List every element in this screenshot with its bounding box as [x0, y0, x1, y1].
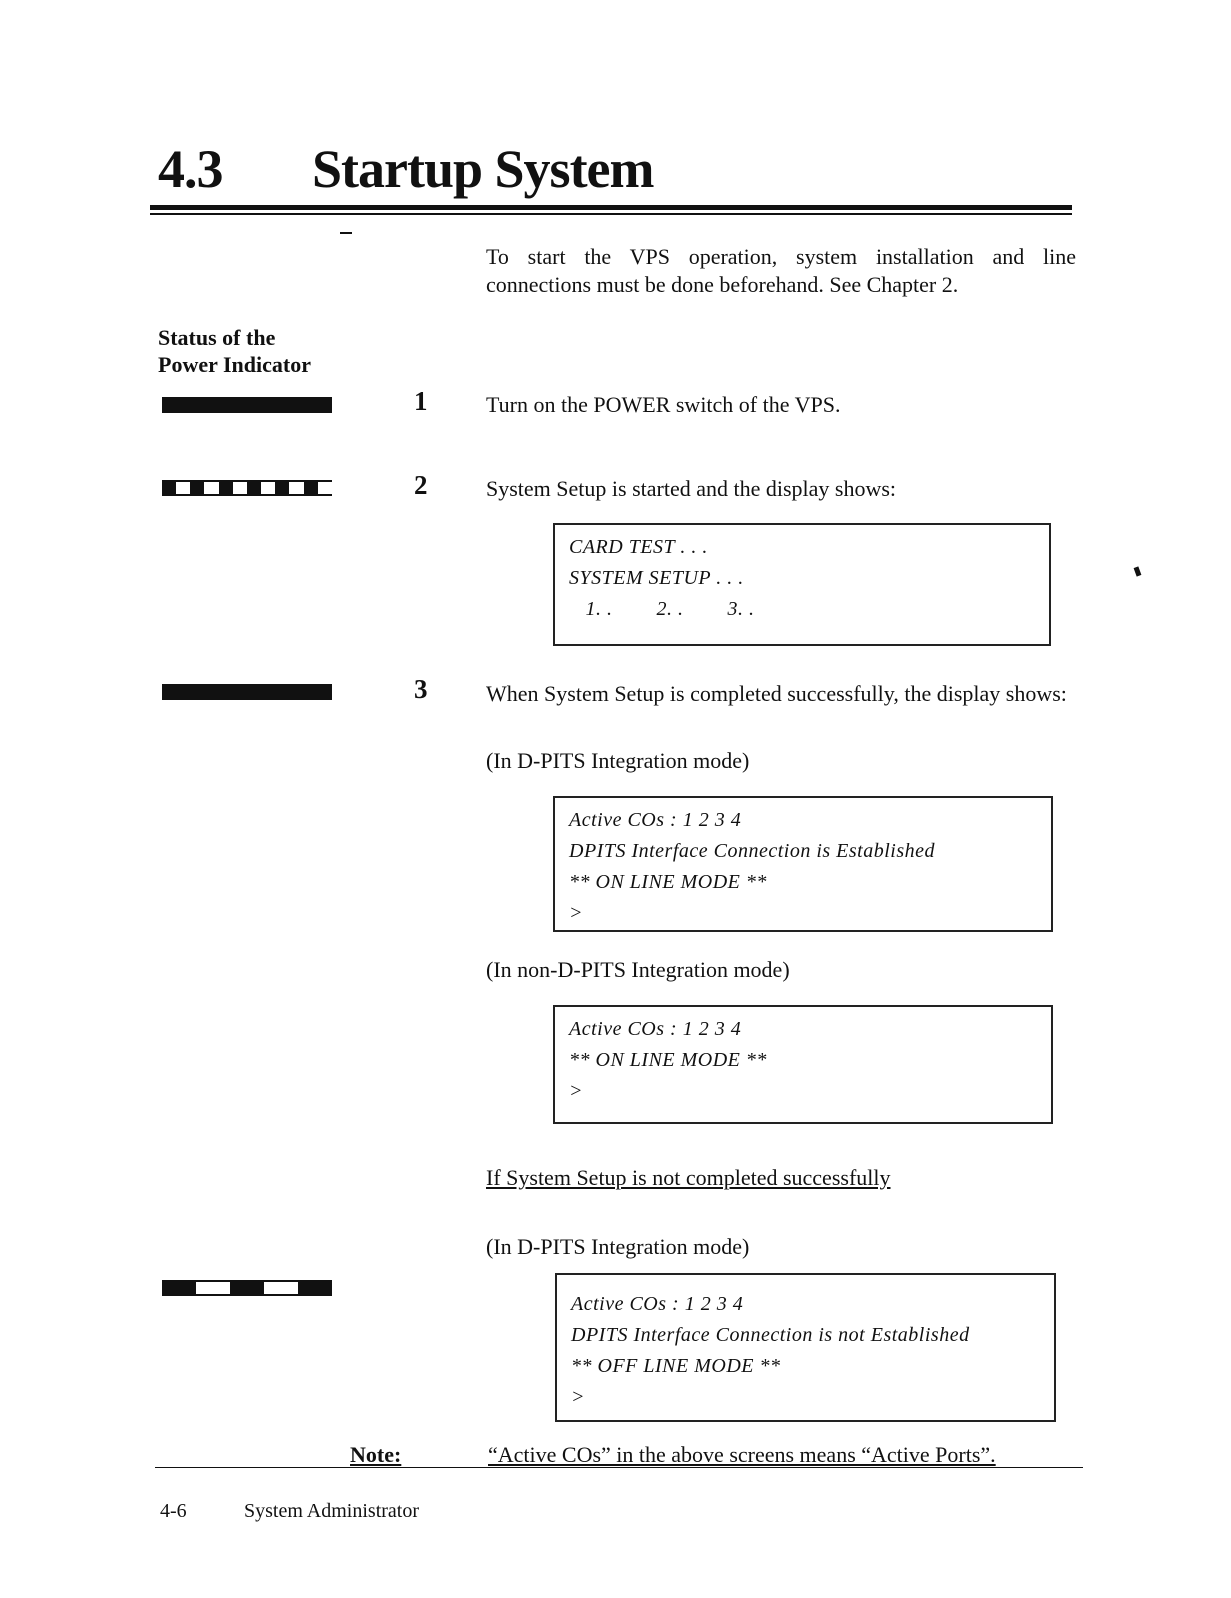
- screen-line: ** OFF LINE MODE **: [571, 1355, 781, 1377]
- screen-line: >: [569, 902, 583, 924]
- power-indicator-step3: [162, 684, 332, 700]
- indicator-segment-off: [264, 1280, 298, 1296]
- indicator-segment-off: [289, 480, 303, 496]
- indicator-segment-off: [233, 480, 247, 496]
- screen-line: Active COs : 1 2 3 4: [569, 1018, 742, 1040]
- heading-line-1: Status of the: [158, 325, 276, 350]
- screen-line: ** ON LINE MODE **: [569, 1049, 767, 1071]
- title-rule-thin: [150, 213, 1072, 215]
- heading-line-2: Power Indicator: [158, 352, 311, 377]
- page-number: 4-6: [160, 1500, 187, 1522]
- mode-label-non-dpits: (In non-D-PITS Integration mode): [486, 957, 790, 982]
- power-indicator-step1: [162, 397, 332, 413]
- step-number-1: 1: [414, 386, 428, 416]
- step-number-3: 3: [414, 674, 428, 704]
- indicator-segment-on: [162, 480, 176, 496]
- indicator-segment-on: [162, 684, 332, 700]
- screen-line: >: [569, 1080, 583, 1102]
- failure-heading: If System Setup is not completed successfully: [486, 1165, 891, 1190]
- screen-line: Active COs : 1 2 3 4: [569, 809, 742, 831]
- indicator-segment-on: [162, 1280, 196, 1296]
- screen-line: >: [571, 1386, 585, 1408]
- indicator-segment-on: [162, 397, 332, 413]
- indicator-segment-off: [176, 480, 190, 496]
- indicator-segment-on: [230, 1280, 264, 1296]
- step-number-2: 2: [414, 470, 428, 500]
- mode-label-dpits-fail: (In D-PITS Integration mode): [486, 1234, 750, 1259]
- indicator-segment-off: [204, 480, 218, 496]
- screen-line: Active COs : 1 2 3 4: [571, 1293, 744, 1315]
- screen-line: SYSTEM SETUP . . .: [569, 567, 744, 589]
- screen-line: CARD TEST . . .: [569, 536, 708, 558]
- indicator-segment-on: [304, 480, 318, 496]
- scan-speck: [340, 232, 352, 234]
- indicator-segment-on: [190, 480, 204, 496]
- section-title: Startup System: [312, 139, 654, 199]
- power-indicator-step2: [162, 480, 332, 496]
- title-rule-thick: [150, 205, 1072, 210]
- display-screen-non-dpits: [553, 1005, 1053, 1124]
- step-2-text: System Setup is started and the display shows:: [486, 476, 897, 501]
- indicator-segment-off: [318, 480, 332, 496]
- indicator-segment-on: [219, 480, 233, 496]
- screen-line: ** ON LINE MODE **: [569, 871, 767, 893]
- note-text: “Active COs” in the above screens means “Active Ports”.: [488, 1442, 996, 1467]
- power-indicator-heading: [158, 324, 311, 378]
- footer-title: System Administrator: [244, 1500, 419, 1522]
- intro-paragraph: To start the VPS operation, system installation and line connections must be done beforehand. See Chapter 2.: [486, 244, 1076, 297]
- scan-speck: [1134, 566, 1142, 576]
- screen-line: DPITS Interface Connection is Established: [569, 840, 936, 862]
- display-screen-dpits-offline: [555, 1273, 1056, 1422]
- note-label: Note:: [350, 1442, 402, 1467]
- step-1-text: Turn on the POWER switch of the VPS.: [486, 392, 841, 417]
- indicator-segment-off: [261, 480, 275, 496]
- power-indicator-fail: [162, 1280, 332, 1296]
- indicator-segment-on: [247, 480, 261, 496]
- indicator-segment-off: [196, 1280, 230, 1296]
- indicator-segment-on: [275, 480, 289, 496]
- section-number: 4.3: [158, 139, 223, 199]
- display-screen-setup: [553, 523, 1051, 646]
- display-screen-dpits-online: [553, 796, 1053, 932]
- indicator-segment-on: [298, 1280, 332, 1296]
- screen-line: 1. . 2. . 3. .: [569, 598, 755, 620]
- step-3-text: When System Setup is completed successfully, the display shows:: [486, 681, 1067, 706]
- note-rule: [155, 1467, 1083, 1468]
- screen-line: DPITS Interface Connection is not Established: [571, 1324, 970, 1346]
- mode-label-dpits: (In D-PITS Integration mode): [486, 748, 750, 773]
